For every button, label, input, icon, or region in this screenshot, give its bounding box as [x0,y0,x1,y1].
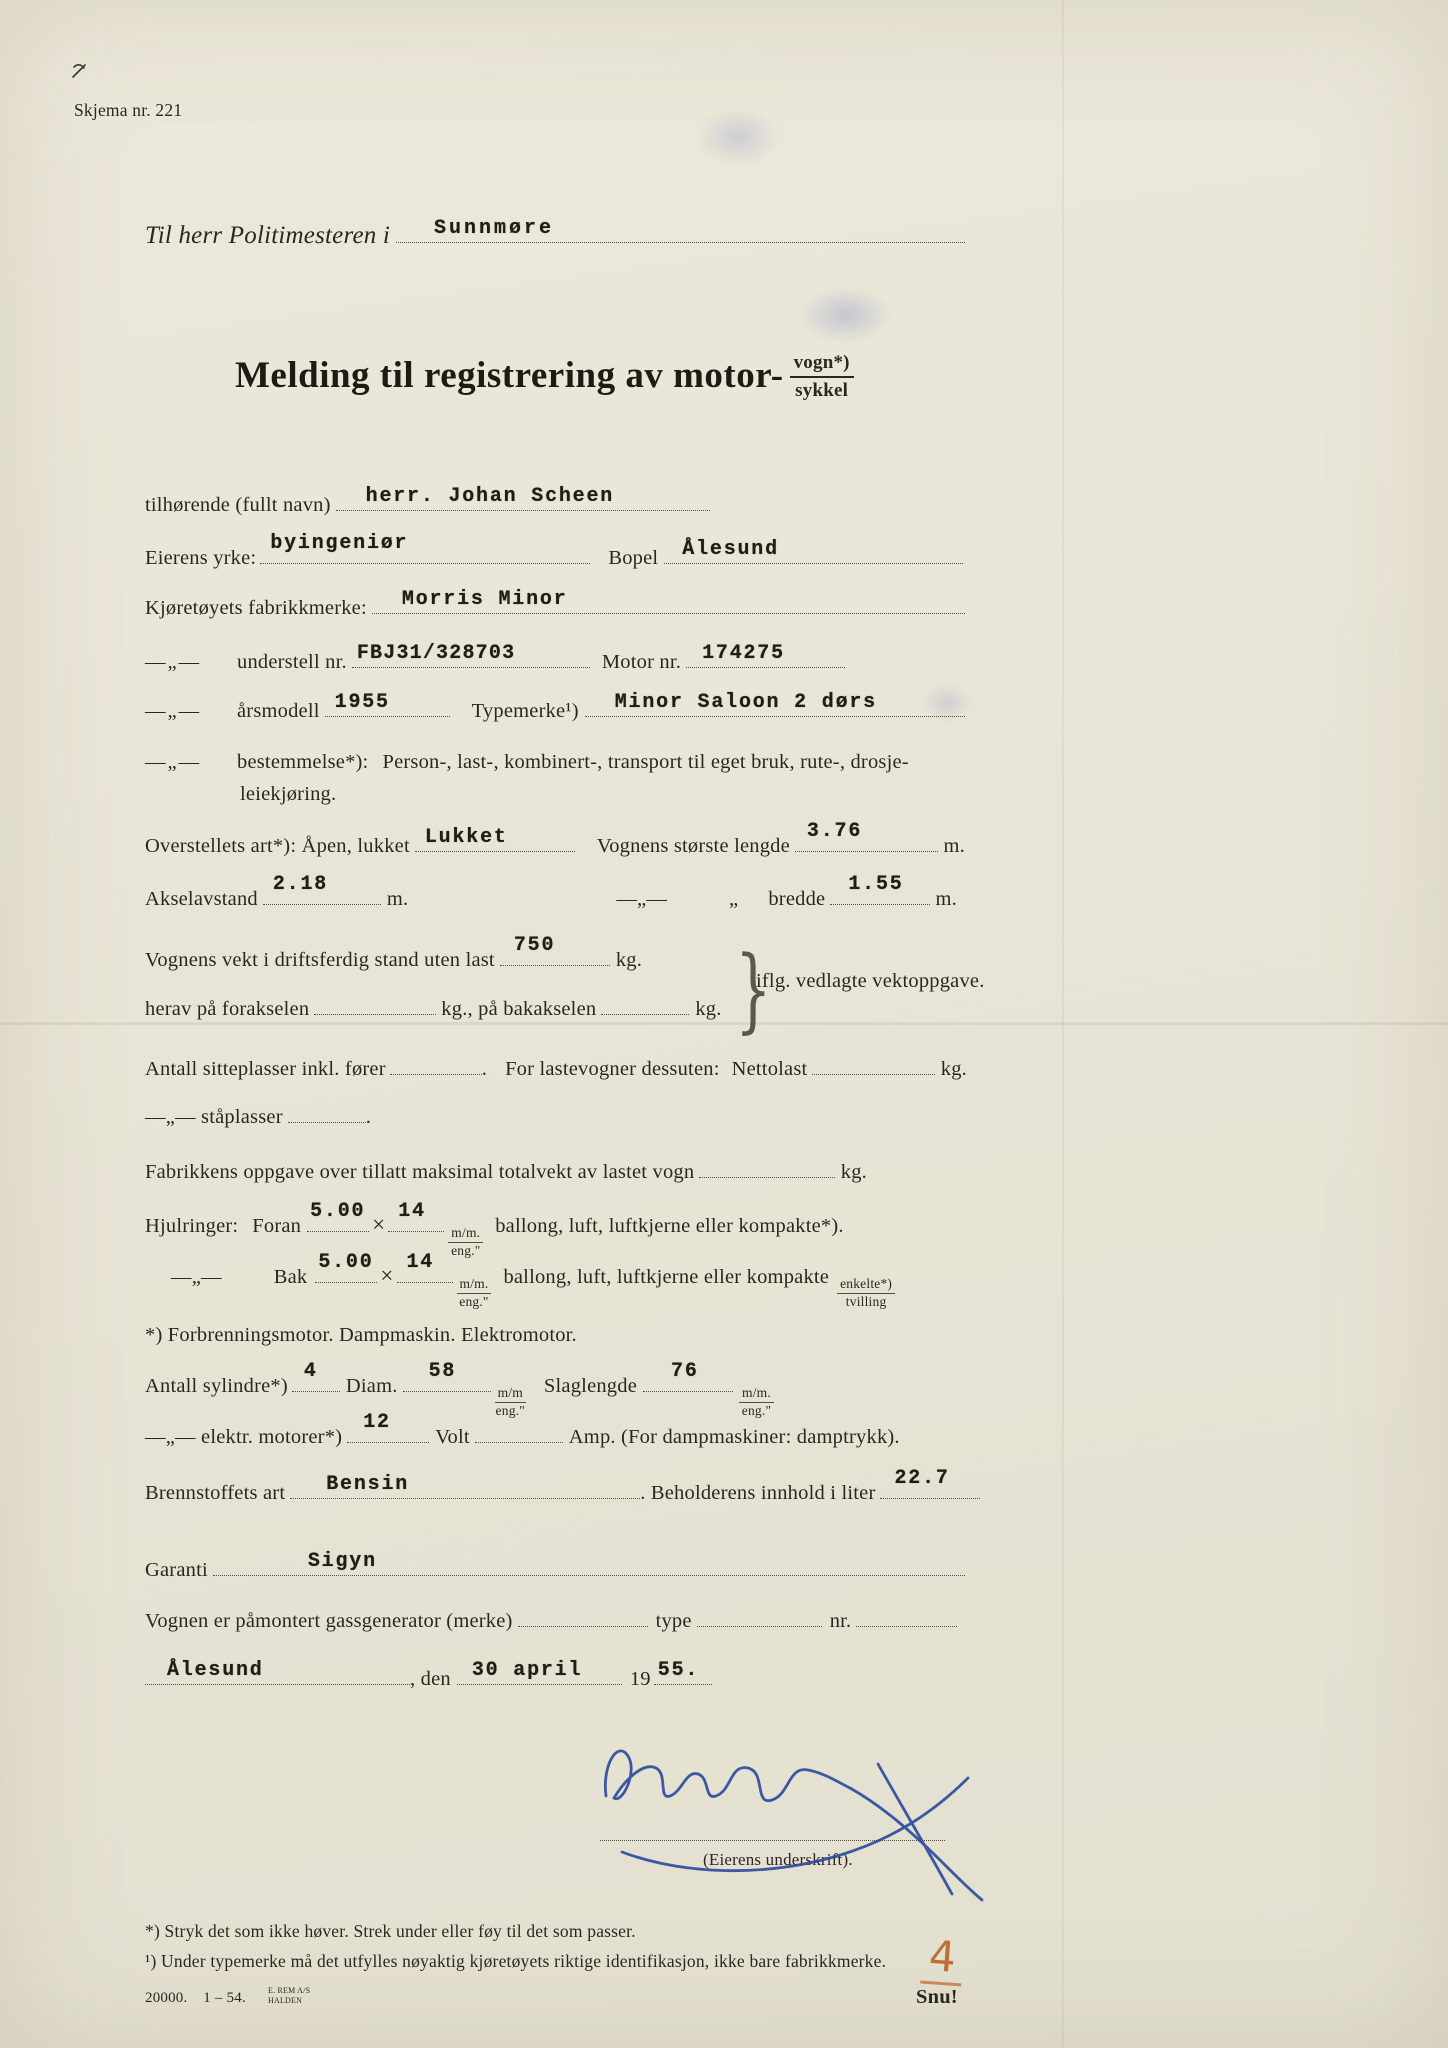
gas-generator-make-line [518,1626,648,1627]
rear-axle-line [601,1014,689,1015]
wheelbase-label: Akselavstand [145,888,258,910]
seats-label: Antall sitteplasser inkl. fører [145,1058,386,1080]
curb-weight-row [145,934,643,972]
tire-rear-width-value: 5.00 [318,1251,374,1274]
year-row [145,691,965,723]
typemark-line [585,691,965,717]
fuel-row [145,1467,980,1505]
gas-generator-row [145,1610,957,1633]
wheelbase-unit: m. [386,888,409,910]
occupation-row [145,532,963,570]
gas-number-line [856,1626,957,1627]
stroke-label: Slaglengde [543,1375,638,1397]
length-label: Vognens største lengde [596,835,790,857]
width-unit: m. [935,888,957,910]
warranty-value: Sigyn [307,1550,377,1573]
period-mark: . [365,1106,372,1128]
fuel-value: Bensin [326,1473,410,1496]
electric-motor-value: 12 [363,1411,391,1434]
ditto-mark: —„— [145,751,202,773]
chassis-value: FBJ31/328703 [356,642,516,665]
form-title-row [235,350,854,400]
fuel-line [290,1473,640,1499]
max-weight-label: Fabrikkens oppgave over tillatt maksimal totalvekt av lastet vogn [145,1161,695,1183]
footnote-1-row [145,1921,636,1942]
ditto-mark: —„— [145,651,202,673]
cylinders-value: 4 [303,1360,318,1383]
standing-row [145,1106,371,1129]
unit-mm: m/m. [739,1386,774,1403]
occupation-line [260,532,590,564]
tires-front-row [145,1200,844,1258]
max-weight-line [699,1177,834,1178]
print-info-row [145,1990,246,2007]
warranty-row [145,1550,965,1582]
tank-value: 22.7 [894,1467,950,1490]
owner-label: tilhørende (fullt navn) [145,494,331,516]
place-line [145,1659,410,1685]
width-label: bredde [768,888,826,910]
footnote-1: *) Stryk det som ikke høver. Strek under eller føy til det som passer. [145,1921,636,1941]
unit-mm: m/m. [448,1226,483,1243]
tires-rear-label: Bak [273,1266,308,1288]
curb-weight-line [500,934,610,966]
volt-label: Volt [435,1426,470,1448]
wheelbase-value: 2.18 [272,873,329,896]
unit-eng: eng." [451,1242,481,1258]
year-label: årsmodell [237,700,320,722]
amp-label: Amp. (For dampmaskiner: damptrykk). [568,1426,900,1448]
single-label: enkelte*) [837,1277,895,1294]
tire-rear-diam-value: 14 [406,1251,435,1274]
footnote-2-row [145,1951,886,1972]
tire-front-description: ballong, luft, luftkjerne eller kompakte*). [495,1215,844,1237]
owner-value: herr. Johan Scheen [365,485,615,508]
form-number: Skjema nr. 221 [74,100,183,120]
body-type-value: Lukket [424,826,508,849]
make-row [145,588,965,620]
diameter-label: Diam. [345,1375,398,1397]
front-axle-line [314,1014,436,1015]
typemark-label: Typemerke¹) [471,700,579,722]
gas-type-label: type [655,1610,692,1632]
ditto-mark: —„— [171,1266,222,1288]
axle-weight-row [145,998,722,1021]
tire-rear-diam-line [397,1251,453,1283]
width-line [830,873,929,905]
title-vehicle-option-fraction [790,352,854,402]
multiplication-sign: × [380,1263,394,1288]
cylinders-row [145,1360,778,1418]
chassis-line [352,642,590,668]
unit-mm: m/m [495,1386,526,1403]
form-number-row [74,100,182,121]
netload-line [812,1074,934,1075]
front-axle-label: herav på forakselen [145,998,310,1020]
curb-weight-value: 750 [513,934,556,957]
length-value: 3.76 [806,820,863,843]
netload-label: Nettolast [731,1058,808,1080]
curb-weight-label: Vognens vekt i driftsferdig stand uten last [145,949,495,971]
owner-line [336,485,710,511]
stroke-unit-fraction [739,1386,774,1419]
pen-mark [70,62,90,80]
tire-rear-unit-fraction [457,1277,492,1310]
gas-generator-label: Vognen er påmontert gassgenerator (merke) [145,1610,513,1632]
fold-crease [0,1022,1448,1025]
body-type-line [415,826,575,852]
standing-label: —„— ståplasser [145,1106,283,1128]
tires-front-label: Foran [252,1215,302,1237]
seats-row [145,1058,967,1081]
residence-label: Bopel [608,547,659,569]
seats-line [390,1074,482,1075]
print-run: 20000. 1 – 54. [145,1990,246,2006]
rear-axle-unit: kg. [695,998,722,1020]
unit-eng: eng." [741,1402,772,1418]
warranty-line [213,1550,965,1576]
ditto-quote-mark: „ [729,888,739,910]
max-weight-unit: kg. [840,1161,867,1183]
freight-label: For lastevogner dessuten: [505,1058,720,1080]
axle-note-row [756,970,985,993]
den-label: , den [410,1668,451,1690]
purpose-label: bestemmelse*): [237,751,369,773]
tires-label: Hjulringer: [145,1215,239,1237]
gas-type-line [697,1626,822,1627]
body-type-row [145,820,965,858]
diameter-line [403,1360,491,1392]
engine-type-note: *) Forbrenningsmotor. Dampmaskin. Elektromotor. [145,1324,577,1346]
make-value: Morris Minor [401,588,568,611]
gas-number-label: nr. [829,1610,852,1632]
residence-line [664,538,963,564]
body-type-label: Overstellets art*): Åpen, lukket [145,835,410,857]
ditto-mark: —„— [145,700,202,722]
occupation-label: Eierens yrke: [145,547,257,569]
page-title: Melding til registrering av motor- [235,354,784,396]
electric-motor-row [145,1411,900,1449]
period-mark: . [481,1058,488,1080]
chassis-row [145,642,845,674]
tire-front-width-value: 5.00 [310,1200,366,1223]
tire-rear-width-line [315,1251,377,1283]
tank-label: . Beholderens innhold i liter [640,1482,876,1504]
tire-front-width-line [307,1200,369,1232]
purpose-row [145,751,909,774]
tires-rear-row [145,1251,899,1309]
purpose-row-2 [240,783,336,806]
brace: } [735,936,772,1043]
make-line [372,588,965,614]
tire-front-unit-fraction [448,1226,483,1259]
handwritten-page-mark: 4 [920,1931,964,1987]
electric-motor-line [347,1411,429,1443]
wheelbase-row [145,873,957,911]
cylinders-label: Antall sylindre*) [145,1375,288,1397]
unit-mm: m/m. [457,1277,492,1294]
standing-line [288,1122,366,1123]
wheelbase-line [263,873,381,905]
unit-eng: eng." [495,1402,525,1418]
fold-crease [1062,0,1064,2048]
rear-axle-label: kg., på bakakselen [441,998,597,1020]
addressee-row [145,217,965,250]
curb-weight-unit: kg. [615,949,643,971]
tire-front-diam-line [388,1200,444,1232]
signature [592,1712,998,1912]
tire-front-diam-value: 14 [398,1200,426,1223]
length-unit: m. [943,835,965,857]
signature-caption: (Eierens underskrift). [703,1850,853,1869]
turn-note: Snu! [916,1986,958,2008]
width-value: 1.55 [848,873,904,896]
year-prefix: 19 [629,1668,651,1690]
ink-stain [798,286,893,344]
residence-value: Ålesund [682,538,779,561]
year-suffix-line [654,1659,712,1685]
footnote-2: ¹) Under typemerke må det utfylles nøyaktig kjøretøyets riktige identifikasjon, ikke bare fabrikkmerke. [145,1951,887,1971]
length-line [795,820,938,852]
printer-block [268,1986,310,2005]
printer-city: HALDEN [268,1995,303,2005]
year-value: 1955 [334,691,390,714]
warranty-label: Garanti [145,1559,208,1581]
electric-motor-label: —„— elektr. motorer*) [145,1426,343,1448]
stroke-value: 76 [671,1360,699,1383]
printer-name: E. REM A/S [268,1986,311,1995]
engine-type-note-row [145,1324,577,1347]
occupation-value: byingeniør [270,532,409,555]
typemark-value: Minor Saloon 2 dørs [614,691,877,714]
tire-rear-description: ballong, luft, luftkjerne eller kompakte [503,1266,830,1288]
max-weight-row [145,1161,867,1184]
addressee-label: Til herr Politimesteren i [145,222,391,249]
diameter-value: 58 [428,1360,457,1383]
purpose-text: Person-, last-, kombinert-, transport til eget bruk, rute-, drosje- [382,751,909,773]
diameter-unit-fraction [495,1386,526,1419]
addressee-line [396,217,965,243]
title-option-vogn: vogn*) [790,352,854,378]
ink-stain [695,108,780,166]
year-line [325,691,450,717]
addressee-value: Sunnmøre [434,217,555,240]
single-twin-fraction [837,1277,895,1310]
purpose-text-2: leiekjøring. [240,783,337,805]
motor-number-label: Motor nr. [601,651,682,673]
chassis-label: understell nr. [237,651,347,673]
cylinders-line [292,1360,340,1392]
ditto-mark: —„— [616,888,668,910]
stroke-line [643,1360,733,1392]
fuel-label: Brennstoffets art [145,1482,286,1504]
netload-unit: kg. [940,1058,967,1080]
turn-note-row [916,1986,958,2009]
amp-line [475,1442,563,1443]
motor-number-line [686,642,845,668]
axle-note: iflg. vedlagte vektoppgave. [756,970,985,992]
place-value: Ålesund [167,1659,264,1682]
unit-eng: eng." [459,1293,489,1309]
owner-row [145,485,710,517]
twin-label: tvilling [845,1293,887,1309]
date-value: 30 april [471,1659,583,1682]
tank-line [880,1467,980,1499]
date-line [457,1659,622,1685]
title-option-sykkel: sykkel [795,380,849,401]
motor-number-value: 174275 [702,642,785,665]
year-suffix-value: 55. [657,1659,700,1682]
make-label: Kjøretøyets fabrikkmerke: [145,597,367,619]
place-date-row [145,1659,712,1691]
multiplication-sign: × [372,1212,386,1237]
